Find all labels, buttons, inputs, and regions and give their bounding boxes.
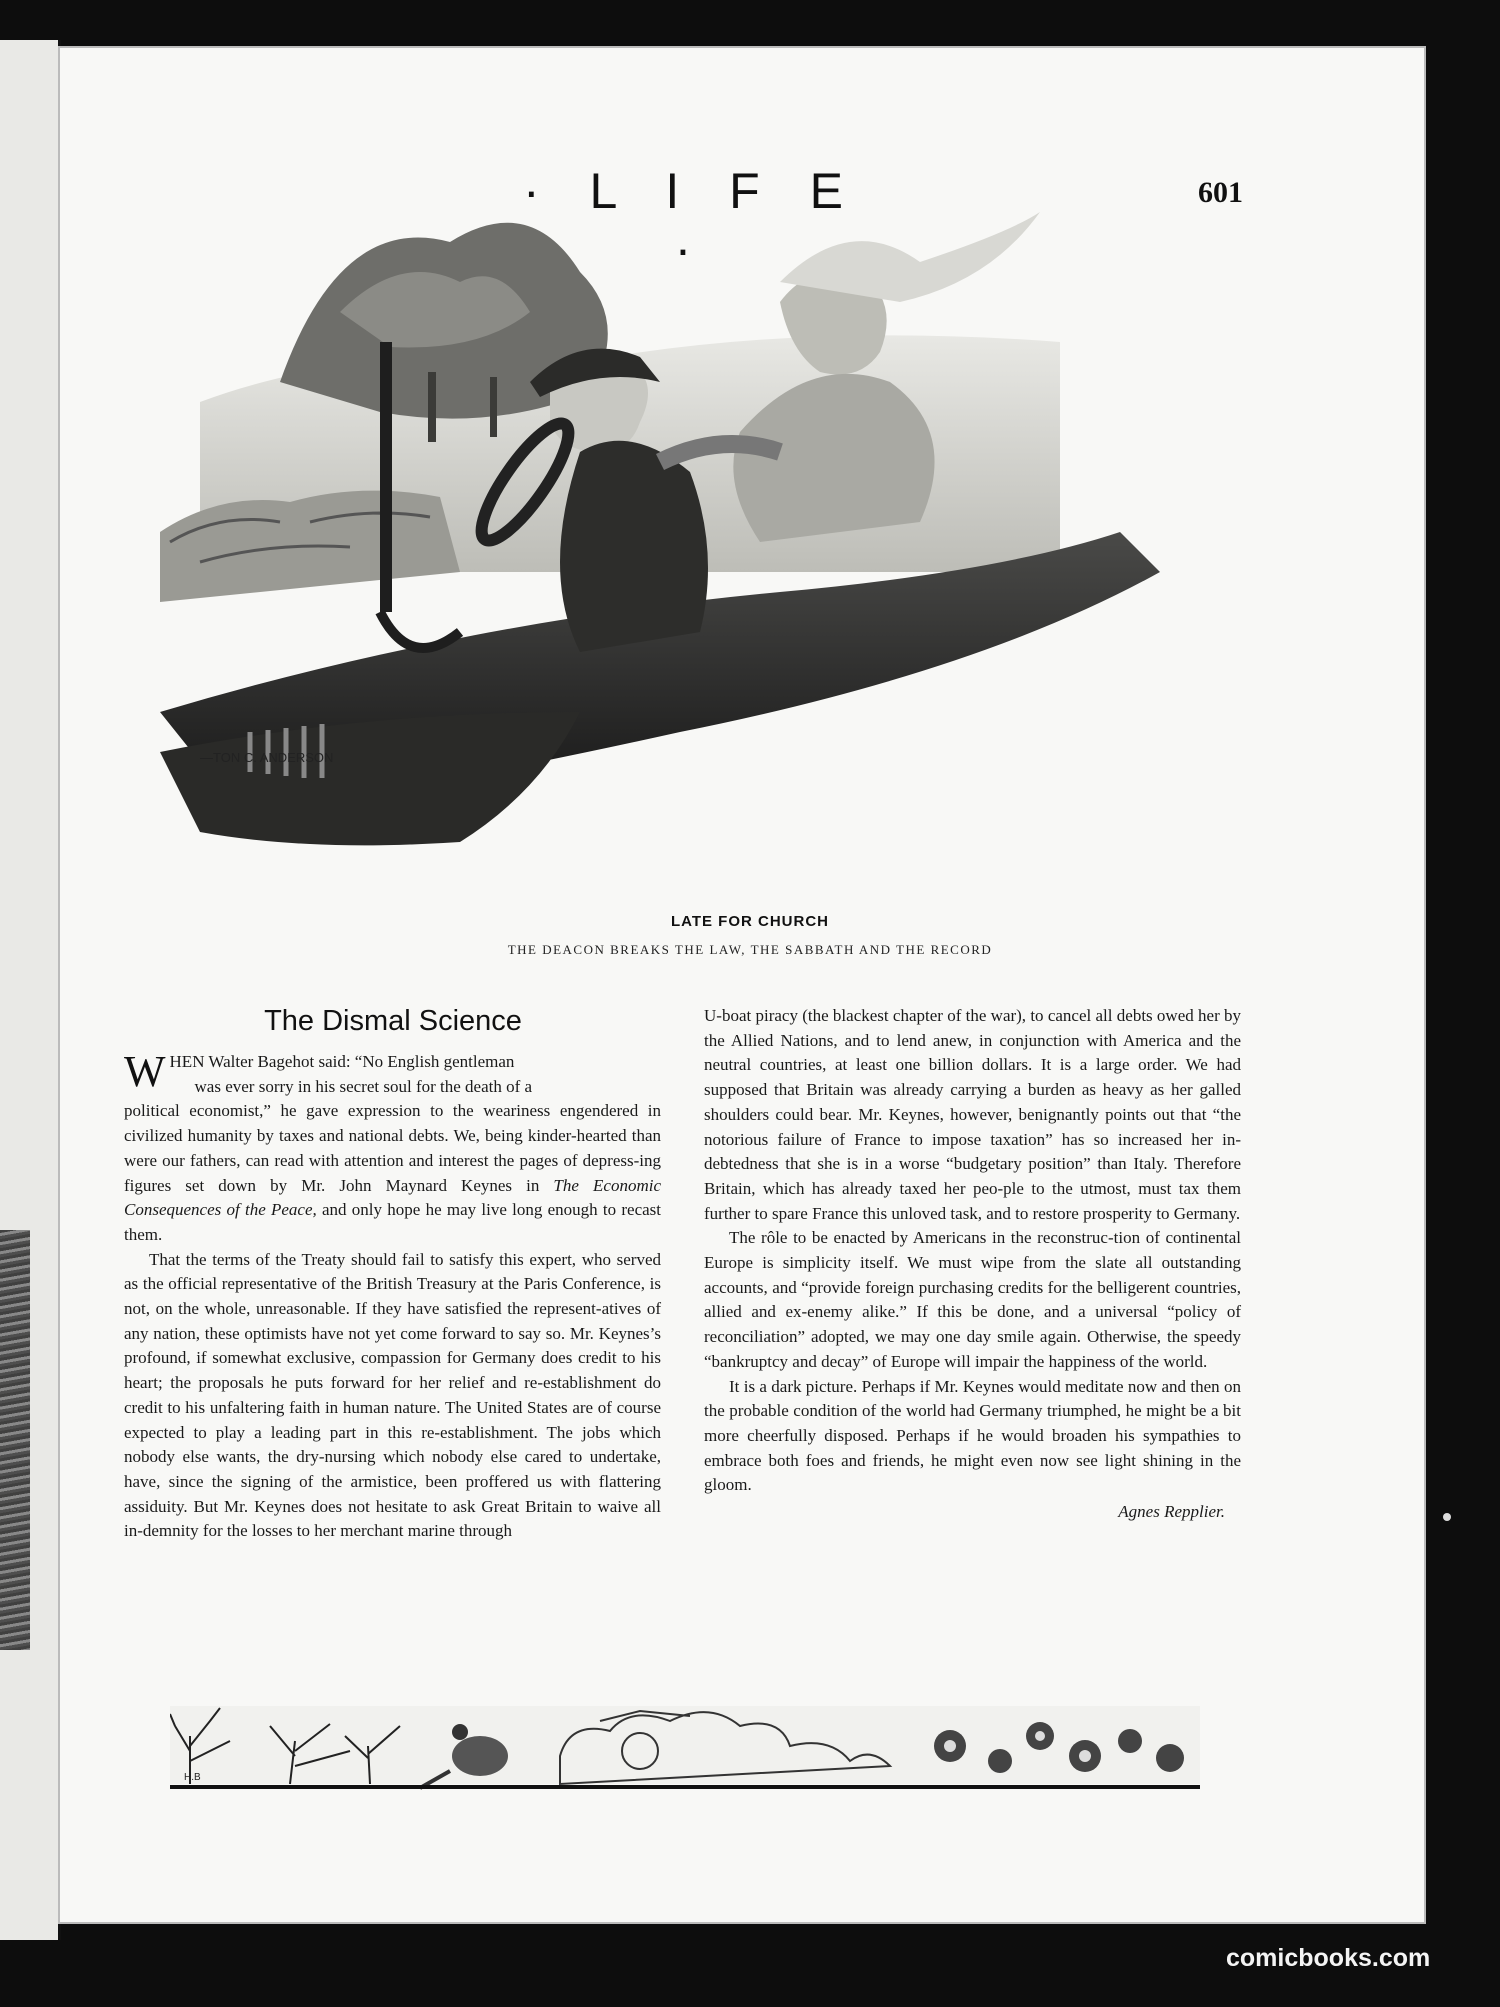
illustrator-initials: H.B [184,1772,201,1783]
paragraph-1-text-b: and only hope he may live long enough to recast them. [124,1200,662,1244]
watermark: comicbooks.com [1226,1944,1431,1972]
illustration-late-for-church [160,152,1260,872]
masthead: · L I F E · [523,163,861,277]
page-number: 601 [1198,176,1243,209]
paragraph-4: The rôle to be enacted by Americans in the reconstruc-tion of continental Europe is simplicity itself. We must wipe from the slate all outstanding accounts, and “provide foreign purchasing credits for the belligerent countries, allied and ex-enemy alike.” If this be done, and a universal “policy of reconciliation” adopted, we may one day smile again. Otherwise, the speedy “bankruptcy and decay” of Europe will impair the happiness of the world. [704,1228,1241,1371]
article-title: The Dismal Science [264,1005,522,1037]
decorative-footer-border [170,1696,1200,1796]
flying-veil [780,212,1040,302]
author-signature: Agnes Repplier. [1118,1502,1225,1522]
caption-title: LATE FOR CHURCH [670,913,830,930]
artist-signature: —TON C. ANDERSON [200,750,334,765]
caption-subtitle: THE DEACON BREAKS THE LAW, THE SABBATH AND THE RECORD [507,942,993,957]
paragraph-1-text-a: political economist,” he gave expression to the weariness engendered in civilized humanity by taxes and national debts. We, being kinder-hearted than were our fathers, can read with attention and interest the pages of depress-ing figures set down by Mr. John Maynard Keynes in [124,1101,661,1195]
article-left-column [124,1047,662,1544]
paragraph-1 [124,1047,662,1248]
paragraph-3: U-boat piracy (the blackest chapter of the war), to cancel all debts owed her by the Allied Nations, and to lend anew, in conjunction with America and the neutral countries, at least one billion dollars. It is a large order. We had supposed that Britain was already carrying a burden as heavy as her galled shoulders could bear. Mr. Keynes, however, benignantly points out that “the notorious failure of France to impose taxation” has so increased her in-debtedness that she is in a worse “budgetary position” than Italy. Therefore Britain, which has already taxed her peo-ple to the utmost, must tax them further to spare France this unloved task, and to restore prosperity to Germany. [704,1006,1241,1223]
book-title: The Economic Consequences of the Peace, [124,1175,661,1220]
article-right-column [704,1004,1241,1525]
adjacent-left-page [0,40,61,1940]
adjacent-page-sketch [0,1230,30,1650]
first-line-text: HEN Walter Bagehot said: “No English gentleman [169,1052,515,1071]
hanging-line-text: was ever sorry in his secret soul for the death of a [194,1076,533,1096]
page-edge-mark [1443,1513,1451,1521]
paragraph-2: That the terms of the Treaty should fail to satisfy this expert, who served as the official representative of the British Treasury at the Paris Conference, is not, on the whole, unreasonable. If they have satisfied the represent-atives of any nation, these optimists have not yet come forward to say so. Mr. Keynes’s profound, if somewhat exclusive, compassion for Germany does credit to his heart; the proposals he puts forward for her relief and re-establishment do credit to his unfaltering faith in human nature. The United States are of course expected to play a leading part in this re-establishment. The jobs which nobody else wants, the dry-nursing which nobody else cared to undertake, have, since the signing of the armistice, been proffered us with flattering assiduity. But Mr. Keynes does not hesitate to ask Great Britain to waive all in-demnity for the losses to her merchant marine through [124,1249,661,1541]
windshield-post [380,342,392,612]
drop-cap: W [124,1047,166,1096]
paragraph-5: It is a dark picture. Perhaps if Mr. Keynes would meditate now and then on the probable condition of the world had Germany triumphed, he might be a bit more cheerfully disposed. Perhaps if he would broaden his sympathies to embrace both foes and friends, he might even now see light shining in the gloom. [704,1376,1241,1495]
